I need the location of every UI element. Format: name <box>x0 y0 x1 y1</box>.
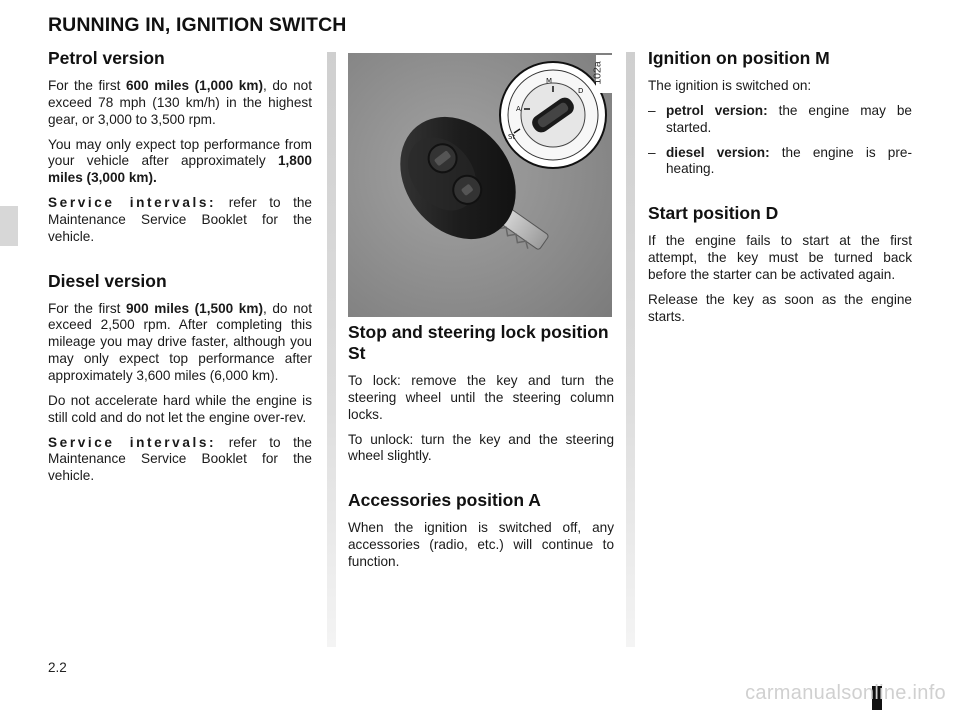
diesel-service-intervals: Service intervals: refer to the Maintenance Service Booklet for the vehicle. <box>48 434 312 484</box>
diesel-paragraph-2: Do not accelerate hard while the engine is still cold and do not let the engine over-rev. <box>48 392 312 425</box>
petrol-paragraph-2: You may only expect top performance from your vehicle after approximately 1,800 miles (3,000 km). <box>48 136 312 186</box>
dial-label-st: St <box>508 133 516 141</box>
page-number: 2.2 <box>48 660 67 675</box>
ignition-on-intro: The ignition is switched on: <box>648 78 812 93</box>
accessories-heading: Accessories position A <box>348 490 541 511</box>
column-divider-left <box>327 52 336 647</box>
dial-label-m: M <box>546 77 553 85</box>
stop-paragraph-1: To lock: remove the key and turn the steering wheel until the steering column locks. <box>348 373 614 422</box>
start-heading: Start position D <box>648 203 779 224</box>
middle-column <box>348 322 614 579</box>
right-column <box>648 48 912 333</box>
column-divider-right <box>626 52 635 647</box>
list-item: – petrol version: the engine may be started. <box>648 102 912 135</box>
petrol-heading: Petrol version <box>48 48 165 68</box>
dial-label-d: D <box>578 87 584 95</box>
start-paragraph-2: Release the key as soon as the engine starts. <box>648 291 912 324</box>
key-illustration <box>348 53 612 317</box>
diesel-paragraph-1: For the first 900 miles (1,500 km), do not exceed 2,500 rpm. After completing this mileage you may drive faster, although you may only expect top performance after approximately 3,600 miles (6,000 km). <box>48 300 312 383</box>
list-item: – diesel version: the engine is pre-heating. <box>648 144 912 177</box>
dial-label-a: A <box>516 105 521 113</box>
ignition-dial-inset <box>500 62 606 168</box>
ignition-on-list <box>648 103 912 178</box>
petrol-service-intervals: Service intervals: refer to the Maintenance Service Booklet for the vehicle. <box>48 195 312 244</box>
page-title: RUNNING IN, IGNITION SWITCH <box>48 14 347 36</box>
chapter-tab <box>0 206 18 246</box>
ignition-on-heading: Ignition on position M <box>648 48 830 68</box>
left-column <box>48 48 312 493</box>
key-and-ignition-photo <box>348 53 612 317</box>
start-paragraph-1: If the engine fails to start at the first attempt, the key must be turned back before the starter can be activated again. <box>648 233 912 282</box>
watermark: carmanualsonline.info <box>745 682 946 704</box>
figure-reference: 102a <box>596 55 614 93</box>
stop-heading: Stop and steering lock position St <box>348 322 609 363</box>
stop-paragraph-2: To unlock: turn the key and the steering wheel slightly. <box>348 431 614 464</box>
petrol-paragraph-1: For the first 600 miles (1,000 km), do not exceed 78 mph (130 km/h) in the highest gear, or 3,000 to 3,500 rpm. <box>48 78 312 127</box>
accessories-paragraph: When the ignition is switched off, any accessories (radio, etc.) will continue to function. <box>348 520 614 569</box>
diesel-heading: Diesel version <box>48 270 167 291</box>
